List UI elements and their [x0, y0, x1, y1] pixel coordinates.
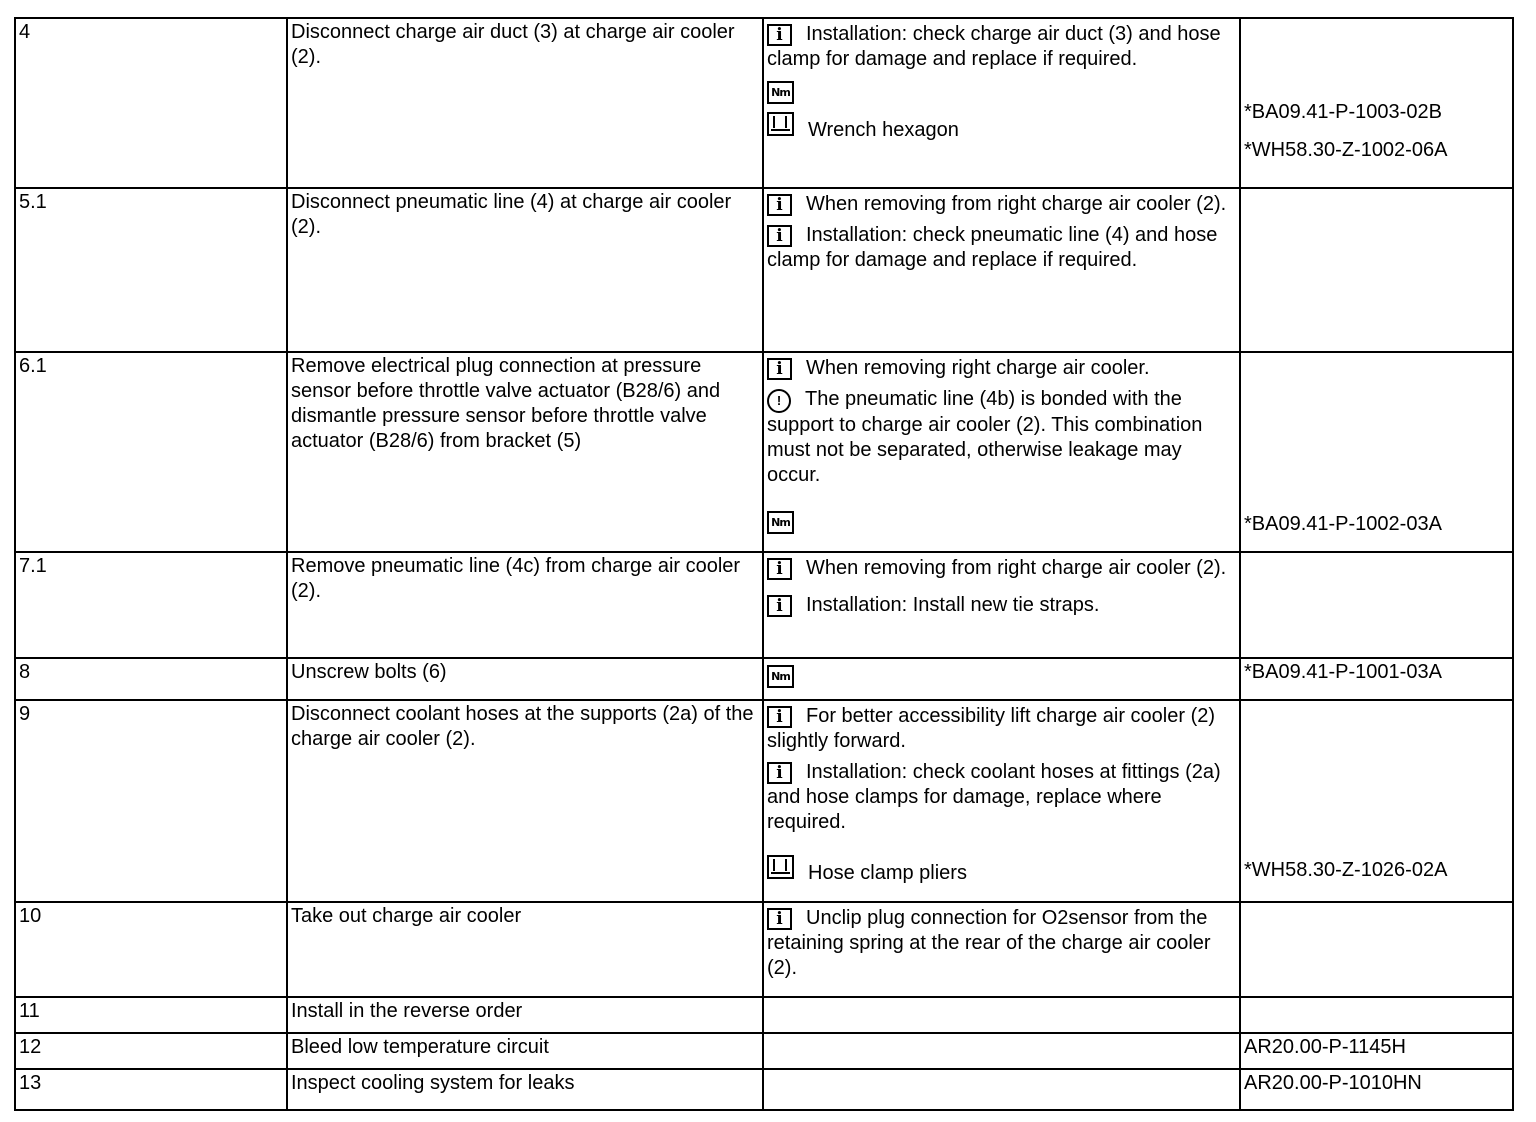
note-text: The pneumatic line (4b) is bonded with the support to charge air cooler (2). This combination must not be separated, otherwise leakage may occur. — [767, 388, 1203, 486]
info-icon: i — [767, 358, 792, 380]
operation-text: Disconnect charge air duct (3) at charge air cooler (2). — [287, 18, 763, 188]
table-row — [15, 552, 1513, 658]
table-row — [15, 18, 1513, 188]
reference-cell — [1240, 18, 1513, 188]
note-text: Hose clamp pliers — [808, 862, 967, 884]
info-icon: i — [767, 595, 792, 617]
info-icon: i — [767, 908, 792, 930]
operation-text: Unscrew bolts (6) — [287, 658, 763, 700]
table-row — [15, 902, 1513, 997]
operation-text: Remove pneumatic line (4c) from charge air cooler (2). — [287, 552, 763, 658]
table-row — [15, 997, 1513, 1033]
notes-cell — [763, 1033, 1240, 1069]
note-text: Installation: check coolant hoses at fittings (2a) and hose clamps for damage, replace where required. — [767, 761, 1221, 833]
note — [767, 387, 1235, 488]
operation-text: Disconnect pneumatic line (4) at charge air cooler (2). — [287, 188, 763, 352]
notes-cell — [763, 658, 1240, 700]
tool-icon — [767, 112, 794, 136]
note — [767, 593, 1235, 618]
info-icon: i — [767, 194, 792, 216]
note — [767, 508, 1235, 534]
note-text: When removing from right charge air cooler (2). — [806, 557, 1227, 579]
reference-cell — [1240, 1033, 1513, 1069]
table-row — [15, 700, 1513, 902]
operation-text: Disconnect coolant hoses at the supports (2a) of the charge air cooler (2). — [287, 700, 763, 902]
caution-icon: ! — [767, 389, 791, 413]
notes-cell — [763, 552, 1240, 658]
note — [767, 662, 1235, 688]
note-text: Installation: check charge air duct (3) and hose clamp for damage and replace if required. — [767, 23, 1221, 70]
note — [767, 112, 1235, 143]
step-number: 12 — [15, 1033, 287, 1069]
reference-cell — [1240, 997, 1513, 1033]
note — [767, 223, 1235, 273]
torque-nm-icon: Nm — [767, 665, 794, 688]
notes-cell — [763, 902, 1240, 997]
operation-text: Install in the reverse order — [287, 997, 763, 1033]
note — [767, 855, 1235, 886]
note — [767, 192, 1235, 217]
info-icon: i — [767, 225, 792, 247]
note-text: Installation: Install new tie straps. — [806, 594, 1100, 616]
reference-cell — [1240, 658, 1513, 700]
note-text: Installation: check pneumatic line (4) and hose clamp for damage and replace if required. — [767, 224, 1218, 271]
reference-cell — [1240, 352, 1513, 552]
operation-text: Take out charge air cooler — [287, 902, 763, 997]
step-number: 11 — [15, 997, 287, 1033]
reference-cell — [1240, 188, 1513, 352]
document-reference[interactable]: AR20.00-P-1010HN — [1244, 1072, 1422, 1094]
note — [767, 356, 1235, 381]
reference-cell — [1240, 902, 1513, 997]
note — [767, 906, 1235, 981]
procedure-table — [14, 17, 1514, 1111]
reference-cell — [1240, 552, 1513, 658]
table-row — [15, 188, 1513, 352]
note-text: Unclip plug connection for O2sensor from the retaining spring at the rear of the charge air cooler (2). — [767, 907, 1211, 979]
table-row — [15, 352, 1513, 552]
step-number: 6.1 — [15, 352, 287, 552]
step-number: 10 — [15, 902, 287, 997]
step-number: 7.1 — [15, 552, 287, 658]
note-text: Wrench hexagon — [808, 119, 959, 141]
torque-nm-icon: Nm — [767, 511, 794, 534]
note — [767, 78, 1235, 104]
tool-icon — [767, 855, 794, 879]
step-number: 4 — [15, 18, 287, 188]
note — [767, 704, 1235, 754]
table-row — [15, 658, 1513, 700]
notes-cell — [763, 352, 1240, 552]
document-reference[interactable]: *WH58.30-Z-1026-02A — [1244, 859, 1448, 881]
note-text: When removing from right charge air cooler (2). — [806, 193, 1227, 215]
table-row — [15, 1069, 1513, 1110]
step-number: 5.1 — [15, 188, 287, 352]
info-icon: i — [767, 706, 792, 728]
note-text: When removing right charge air cooler. — [806, 357, 1150, 379]
document-reference[interactable]: *BA09.41-P-1001-03A — [1244, 661, 1442, 683]
note — [767, 556, 1235, 581]
step-number: 9 — [15, 700, 287, 902]
note — [767, 760, 1235, 835]
torque-nm-icon: Nm — [767, 81, 794, 104]
notes-cell — [763, 700, 1240, 902]
step-number: 8 — [15, 658, 287, 700]
info-icon: i — [767, 24, 792, 46]
note-text: For better accessibility lift charge air cooler (2) slightly forward. — [767, 705, 1216, 752]
operation-text: Remove electrical plug connection at pressure sensor before throttle valve actuator (B28/6) and dismantle pressure sensor before throttle valve actuator (B28/6) from bracket (5) — [287, 352, 763, 552]
document-reference[interactable]: AR20.00-P-1145H — [1244, 1036, 1406, 1058]
info-icon: i — [767, 762, 792, 784]
operation-text: Inspect cooling system for leaks — [287, 1069, 763, 1110]
notes-cell — [763, 1069, 1240, 1110]
note — [767, 22, 1235, 72]
notes-cell — [763, 188, 1240, 352]
notes-cell — [763, 997, 1240, 1033]
document-reference[interactable]: *BA09.41-P-1003-02B — [1244, 101, 1442, 123]
document-reference[interactable]: *WH58.30-Z-1002-06A — [1244, 139, 1448, 161]
document-reference[interactable]: *BA09.41-P-1002-03A — [1244, 513, 1442, 535]
reference-cell — [1240, 700, 1513, 902]
step-number: 13 — [15, 1069, 287, 1110]
operation-text: Bleed low temperature circuit — [287, 1033, 763, 1069]
info-icon: i — [767, 558, 792, 580]
notes-cell — [763, 18, 1240, 188]
reference-cell — [1240, 1069, 1513, 1110]
table-row — [15, 1033, 1513, 1069]
